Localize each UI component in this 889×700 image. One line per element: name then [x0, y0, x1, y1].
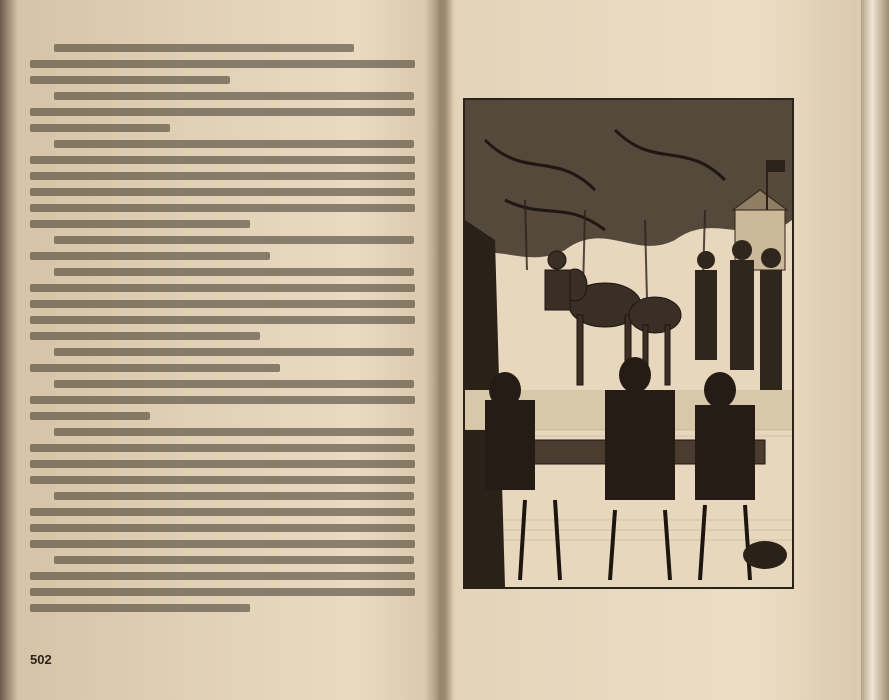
left-page	[30, 40, 420, 685]
engraving-illustration	[463, 98, 794, 589]
page-text-block	[30, 40, 420, 640]
book-page-edges	[861, 0, 889, 700]
engraving-scene	[465, 100, 792, 587]
right-page	[450, 0, 850, 700]
page-number: 502	[30, 652, 52, 667]
